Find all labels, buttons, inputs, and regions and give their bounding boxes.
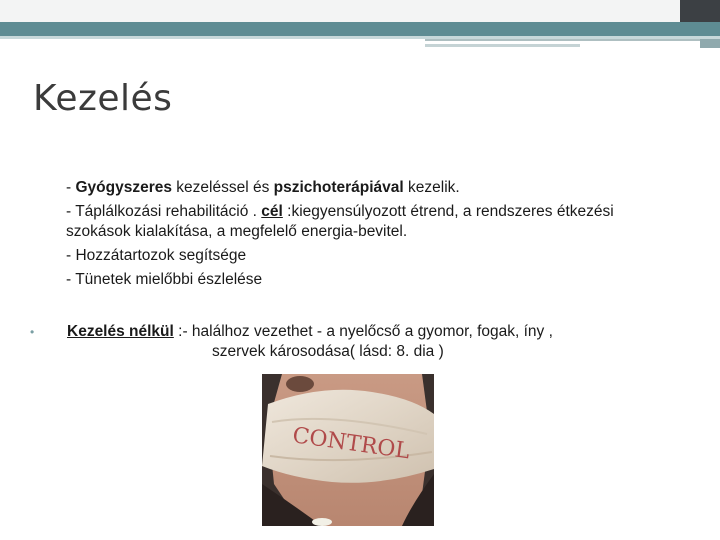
header-decoration [0, 0, 720, 48]
header-teal-band [0, 22, 720, 36]
slide-title: Kezelés [33, 78, 173, 119]
line-mid: kezeléssel és [171, 179, 274, 196]
bullet-text [67, 322, 687, 362]
underlined-untreated: Kezelés nélkül [67, 323, 174, 340]
bold-medication: Gyógyszeres [75, 179, 172, 196]
line-end: kezelik. [403, 179, 460, 196]
underlined-goal: cél [261, 203, 283, 220]
line-prefix: - [66, 179, 76, 196]
header-accent-line [425, 39, 720, 41]
line-symptoms: - Tünetek mielőbbi észlelése [66, 271, 263, 288]
content-lines [66, 178, 666, 294]
header-accent-line-short [425, 44, 580, 47]
header-corner-block [680, 0, 720, 22]
header-accent-block [700, 39, 720, 48]
bullet-rest: :- halálhoz vezethet - a nyelőcső a gyomor, fogak, íny , [173, 323, 553, 340]
line-relatives: - Hozzátartozok segítsége [66, 247, 247, 264]
photo-illustration [262, 374, 434, 526]
header-top-band [0, 0, 720, 22]
bullet-marker: • [30, 325, 35, 339]
line-medication [66, 178, 666, 198]
line-rest: :kiegyensúlyozott étrend, a rendszeres étkezési szokások kialakítása, a megfelelő energia-bevitel. [66, 203, 614, 240]
bullet-continuation: szervek károsodása( lásd: 8. dia ) [212, 343, 444, 360]
control-photo [262, 374, 434, 526]
control-text: CONTROL [290, 423, 412, 465]
bold-psychotherapy: pszichoterápiával [273, 179, 404, 196]
line-nutrition [66, 202, 666, 242]
line-prefix: - Táplálkozási rehabilitáció . [66, 203, 262, 220]
